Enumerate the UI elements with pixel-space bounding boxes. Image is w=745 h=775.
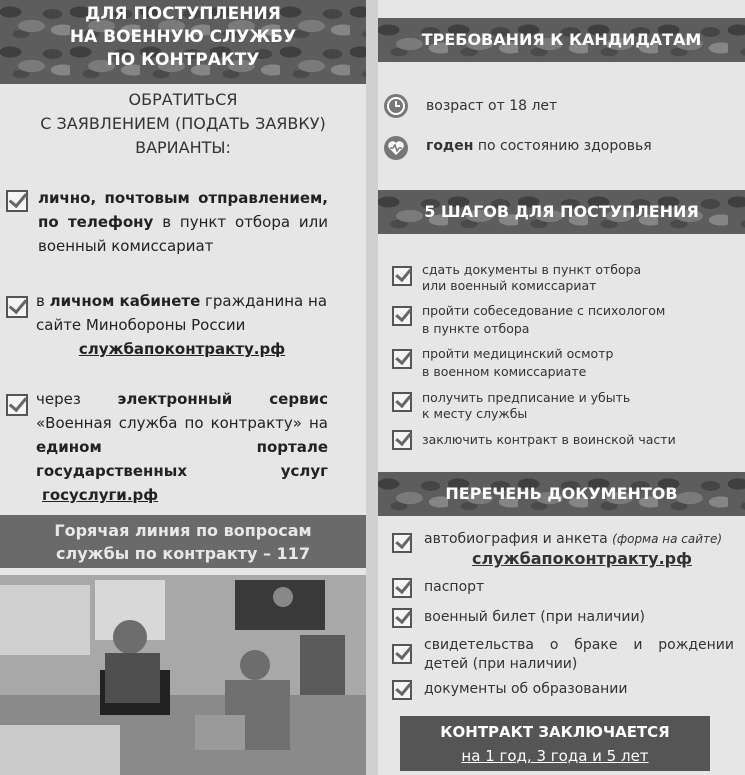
- steps-title: 5 ШАГОВ ДЛЯ ПОСТУПЛЕНИЯ: [424, 202, 699, 221]
- hotline-box: [0, 515, 366, 568]
- option-bold-2: едином портале государственных услуг: [36, 438, 328, 480]
- left-column: [0, 0, 366, 775]
- banner-line-2: НА ВОЕННУЮ СЛУЖБУ: [69, 27, 297, 47]
- hotline-line-2: службы по контракту – 117: [56, 544, 310, 563]
- doc-autobiography: [378, 528, 745, 574]
- checkbox-icon: [392, 533, 412, 553]
- option-bold: лично, почтовым отправлением, по телефону: [38, 189, 328, 231]
- recruiting-office-photo: [0, 575, 366, 775]
- step-text: пройти медицинский осмотр в военном комиссариате: [422, 346, 614, 379]
- heart-pulse-icon: [384, 136, 408, 160]
- contract-terms: на 1 год, 3 года и 5 лет: [461, 747, 649, 765]
- requirement-age: [426, 96, 745, 116]
- left-banner: [0, 0, 366, 84]
- option-bold: личном кабинете: [49, 292, 201, 310]
- doc-passport: [378, 576, 745, 600]
- mil-site-link[interactable]: службапоконтракту.рф: [78, 340, 286, 358]
- documents-banner: [378, 472, 745, 516]
- option-pre: через: [36, 390, 118, 408]
- checkbox-icon: [392, 266, 412, 286]
- step-text: сдать документы в пункт отбора или военный комиссариат: [422, 262, 642, 293]
- checkbox-icon: [392, 306, 412, 326]
- checkbox-icon: [392, 349, 412, 369]
- step-5: [378, 430, 745, 456]
- doc-certificates: [378, 636, 745, 676]
- requirement-health-label: по состоянию здоровья: [473, 138, 652, 154]
- column-divider: [366, 0, 378, 775]
- subtitle-line-2: С ЗАЯВЛЕНИЕМ (ПОДАТЬ ЗАЯВКУ): [40, 114, 326, 133]
- steps-banner: [378, 190, 745, 234]
- requirement-age-label: возраст от 18 лет: [426, 98, 558, 114]
- option-gosuslugi: [36, 387, 328, 507]
- subtitle-line-3: ВАРИАНТЫ:: [135, 138, 231, 157]
- apply-subtitle: [0, 88, 366, 160]
- doc-education: [378, 678, 745, 702]
- banner-line-3: ПО КОНТРАКТУ: [106, 50, 260, 70]
- step-text: получить предписание и убыть к месту службы: [422, 390, 631, 421]
- doc-label: документы об образовании: [424, 681, 628, 697]
- checkbox-icon: [6, 190, 28, 212]
- step-2: [378, 302, 745, 336]
- hotline-line-1: Горячая линия по вопросам: [54, 521, 312, 540]
- step-3: [378, 345, 745, 379]
- option-pre: в: [36, 292, 50, 310]
- contract-box: [400, 716, 710, 771]
- step-1: [378, 262, 745, 296]
- option-personal-cabinet: [36, 289, 328, 361]
- option-in-person: [38, 186, 328, 258]
- gosuslugi-link[interactable]: госуслуги.рф: [42, 486, 159, 504]
- right-column: [378, 0, 745, 775]
- doc-note: (форма на сайте): [612, 532, 723, 546]
- clock-icon-svg: [384, 94, 408, 118]
- banner-line-1: ДЛЯ ПОСТУПЛЕНИЯ: [85, 4, 281, 24]
- checkbox-icon: [392, 680, 412, 700]
- step-4: [378, 390, 745, 424]
- doc-military-id: [378, 606, 745, 630]
- option-text: «Военная служба по контракту» на: [36, 414, 328, 432]
- option-text: гражданина на сайте Минобороны России: [36, 292, 328, 334]
- photo-illustration: [0, 575, 366, 775]
- step-text: заключить контракт в воинской части: [422, 432, 676, 447]
- requirement-health-bold: годен: [426, 138, 474, 154]
- doc-label: паспорт: [424, 579, 485, 595]
- subtitle-line-1: ОБРАТИТЬСЯ: [128, 90, 238, 109]
- option-text: в пункт отбора или военный комиссариат: [38, 213, 329, 255]
- checkbox-icon: [392, 392, 412, 412]
- doc-label: автобиография и анкета: [424, 531, 613, 547]
- contract-title: КОНТРАКТ ЗАКЛЮЧАЕТСЯ: [440, 723, 670, 741]
- checkbox-icon: [392, 608, 412, 628]
- doc-label: свидетельства о браке и рождении детей (при наличии): [424, 637, 734, 672]
- heart-pulse-icon-svg: [384, 136, 408, 160]
- step-text: пройти собеседование с психологом в пункте отбора: [422, 303, 666, 336]
- requirements-banner: [378, 18, 745, 62]
- doc-label: военный билет (при наличии): [424, 609, 645, 625]
- documents-title: ПЕРЕЧЕНЬ ДОКУМЕНТОВ: [445, 484, 678, 503]
- checkbox-icon: [392, 430, 412, 450]
- requirement-health: [426, 136, 745, 156]
- doc-site-link[interactable]: службапоконтракту.рф: [472, 549, 692, 568]
- checkbox-icon: [6, 296, 28, 318]
- checkbox-icon: [392, 578, 412, 598]
- clock-icon: [384, 94, 408, 118]
- checkbox-icon: [6, 394, 28, 416]
- requirements-title: ТРЕБОВАНИЯ К КАНДИДАТАМ: [421, 30, 702, 49]
- option-bold: электронный сервис: [117, 390, 328, 408]
- checkbox-icon: [392, 644, 412, 664]
